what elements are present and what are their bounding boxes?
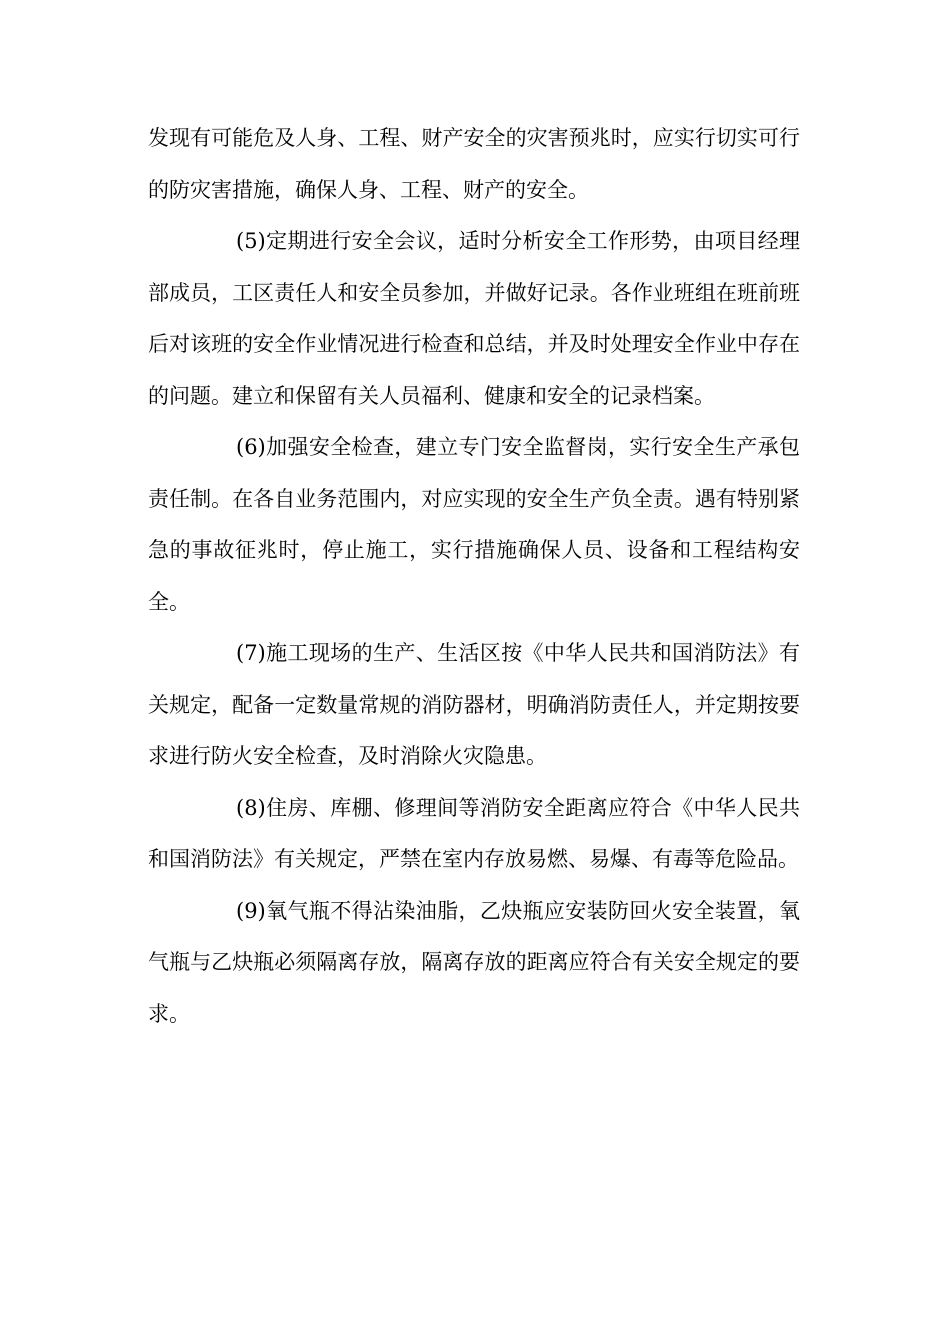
paragraph-item-6: (6)加强安全检查，建立专门安全监督岗，实行安全生产承包责任制。在各自业务范围内，对应实现的安全生产负全责。遇有特别紧急的事故征兆时，停止施工，实行措施确保人员、设备和工程结构安全。 <box>148 435 800 614</box>
paragraph-item-9: (9)氧气瓶不得沾染油脂，乙炔瓶应安装防回火安全装置，氧气瓶与乙炔瓶必须隔离存放，隔离存放的距离应符合有关安全规定的要求。 <box>148 898 800 1026</box>
paragraph-item-7: (7)施工现场的生产、生活区按《中华人民共和国消防法》有关规定，配备一定数量常规的消防器材，明确消防责任人，并定期按要求进行防火安全检查，及时消除火灾隐患。 <box>148 641 800 768</box>
paragraph-item-8: (8)住房、库棚、修理间等消防安全距离应符合《中华人民共和国消防法》有关规定，严禁在室内存放易燃、易爆、有毒等危险品。 <box>148 795 800 871</box>
paragraph-continuation: 发现有可能危及人身、工程、财产安全的灾害预兆时，应实行切实可行的防灾害措施，确保人身、工程、财产的安全。 <box>148 126 800 202</box>
document-body <box>148 113 800 1040</box>
paragraph-item-5: (5)定期进行安全会议，适时分析安全工作形势，由项目经理部成员，工区责任人和安全员参加，并做好记录。各作业班组在班前班后对该班的安全作业情况进行检查和总结，并及时处理安全作业中存在的问题。建立和保留有关人员福利、健康和安全的记录档案。 <box>148 229 800 408</box>
